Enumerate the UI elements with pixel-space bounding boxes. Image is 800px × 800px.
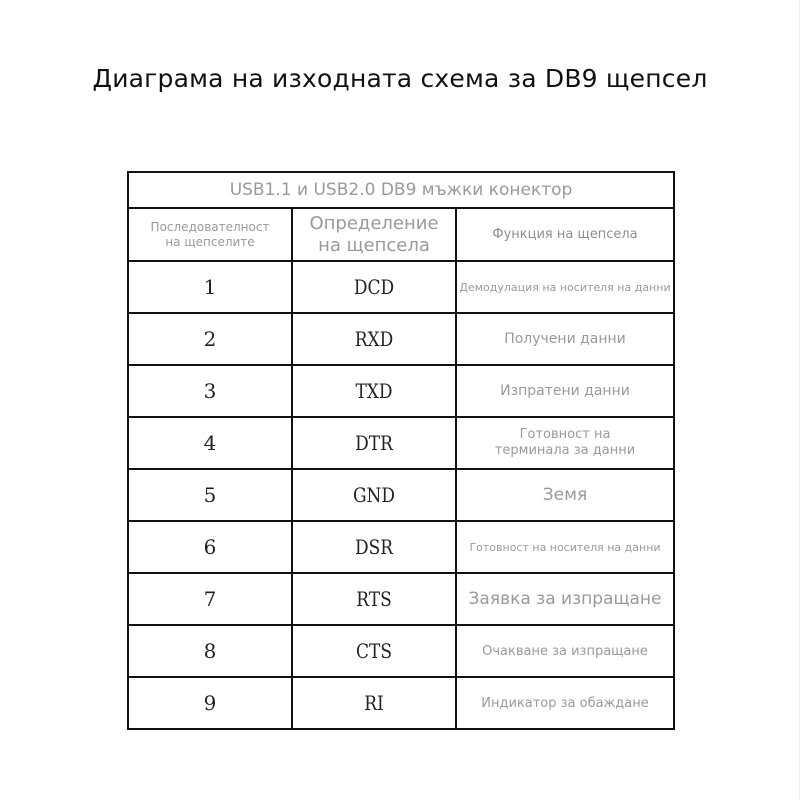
pin-function: Получени данни [456, 313, 674, 365]
pin-function: Демодулация на носителя на данни [456, 261, 674, 313]
table-row [128, 417, 674, 469]
pin-signal: RXD [304, 313, 443, 365]
pin-number: 6 [128, 521, 292, 573]
pin-function: Готовност на носителя на данни [456, 521, 674, 573]
pin-function: Земя [456, 469, 674, 521]
pin-function: Индикатор за обаждане [456, 677, 674, 729]
pin-number: 9 [128, 677, 292, 729]
pin-function: Очакване за изпращане [456, 625, 674, 677]
table-row [128, 521, 674, 573]
table-caption-row [128, 172, 674, 208]
table-caption: USB1.1 и USB2.0 DB9 мъжки конектор [128, 172, 674, 208]
header-pin-definition: Определение на щепсела [292, 208, 456, 261]
pinout-table [127, 171, 675, 730]
pin-signal: TXD [304, 365, 443, 417]
pin-number: 1 [128, 261, 292, 313]
table-row [128, 261, 674, 313]
page-title: Диаграма на изходната схема за DB9 щепсел [92, 64, 708, 93]
pin-signal: DTR [304, 417, 443, 469]
header-pin-sequence: Последователност на щепселите [128, 208, 292, 261]
table-row [128, 625, 674, 677]
table-row [128, 365, 674, 417]
pin-signal: DSR [304, 521, 443, 573]
pin-number: 8 [128, 625, 292, 677]
pin-number: 2 [128, 313, 292, 365]
header-pin-function: Функция на щепсела [456, 208, 674, 261]
pin-function: Готовност на терминала за данни [456, 417, 674, 469]
pin-signal: GND [304, 469, 443, 521]
table-row [128, 573, 674, 625]
pin-signal: DCD [304, 261, 443, 313]
pin-function: Заявка за изпращане [456, 573, 674, 625]
pin-number: 7 [128, 573, 292, 625]
pin-number: 5 [128, 469, 292, 521]
pin-signal: RI [304, 677, 443, 729]
pin-number: 3 [128, 365, 292, 417]
pin-signal: RTS [304, 573, 443, 625]
table-row [128, 677, 674, 729]
pin-function: Изпратени данни [456, 365, 674, 417]
pin-signal: CTS [304, 625, 443, 677]
table-row [128, 313, 674, 365]
table-row [128, 469, 674, 521]
table-header-row [128, 208, 674, 261]
pin-number: 4 [128, 417, 292, 469]
